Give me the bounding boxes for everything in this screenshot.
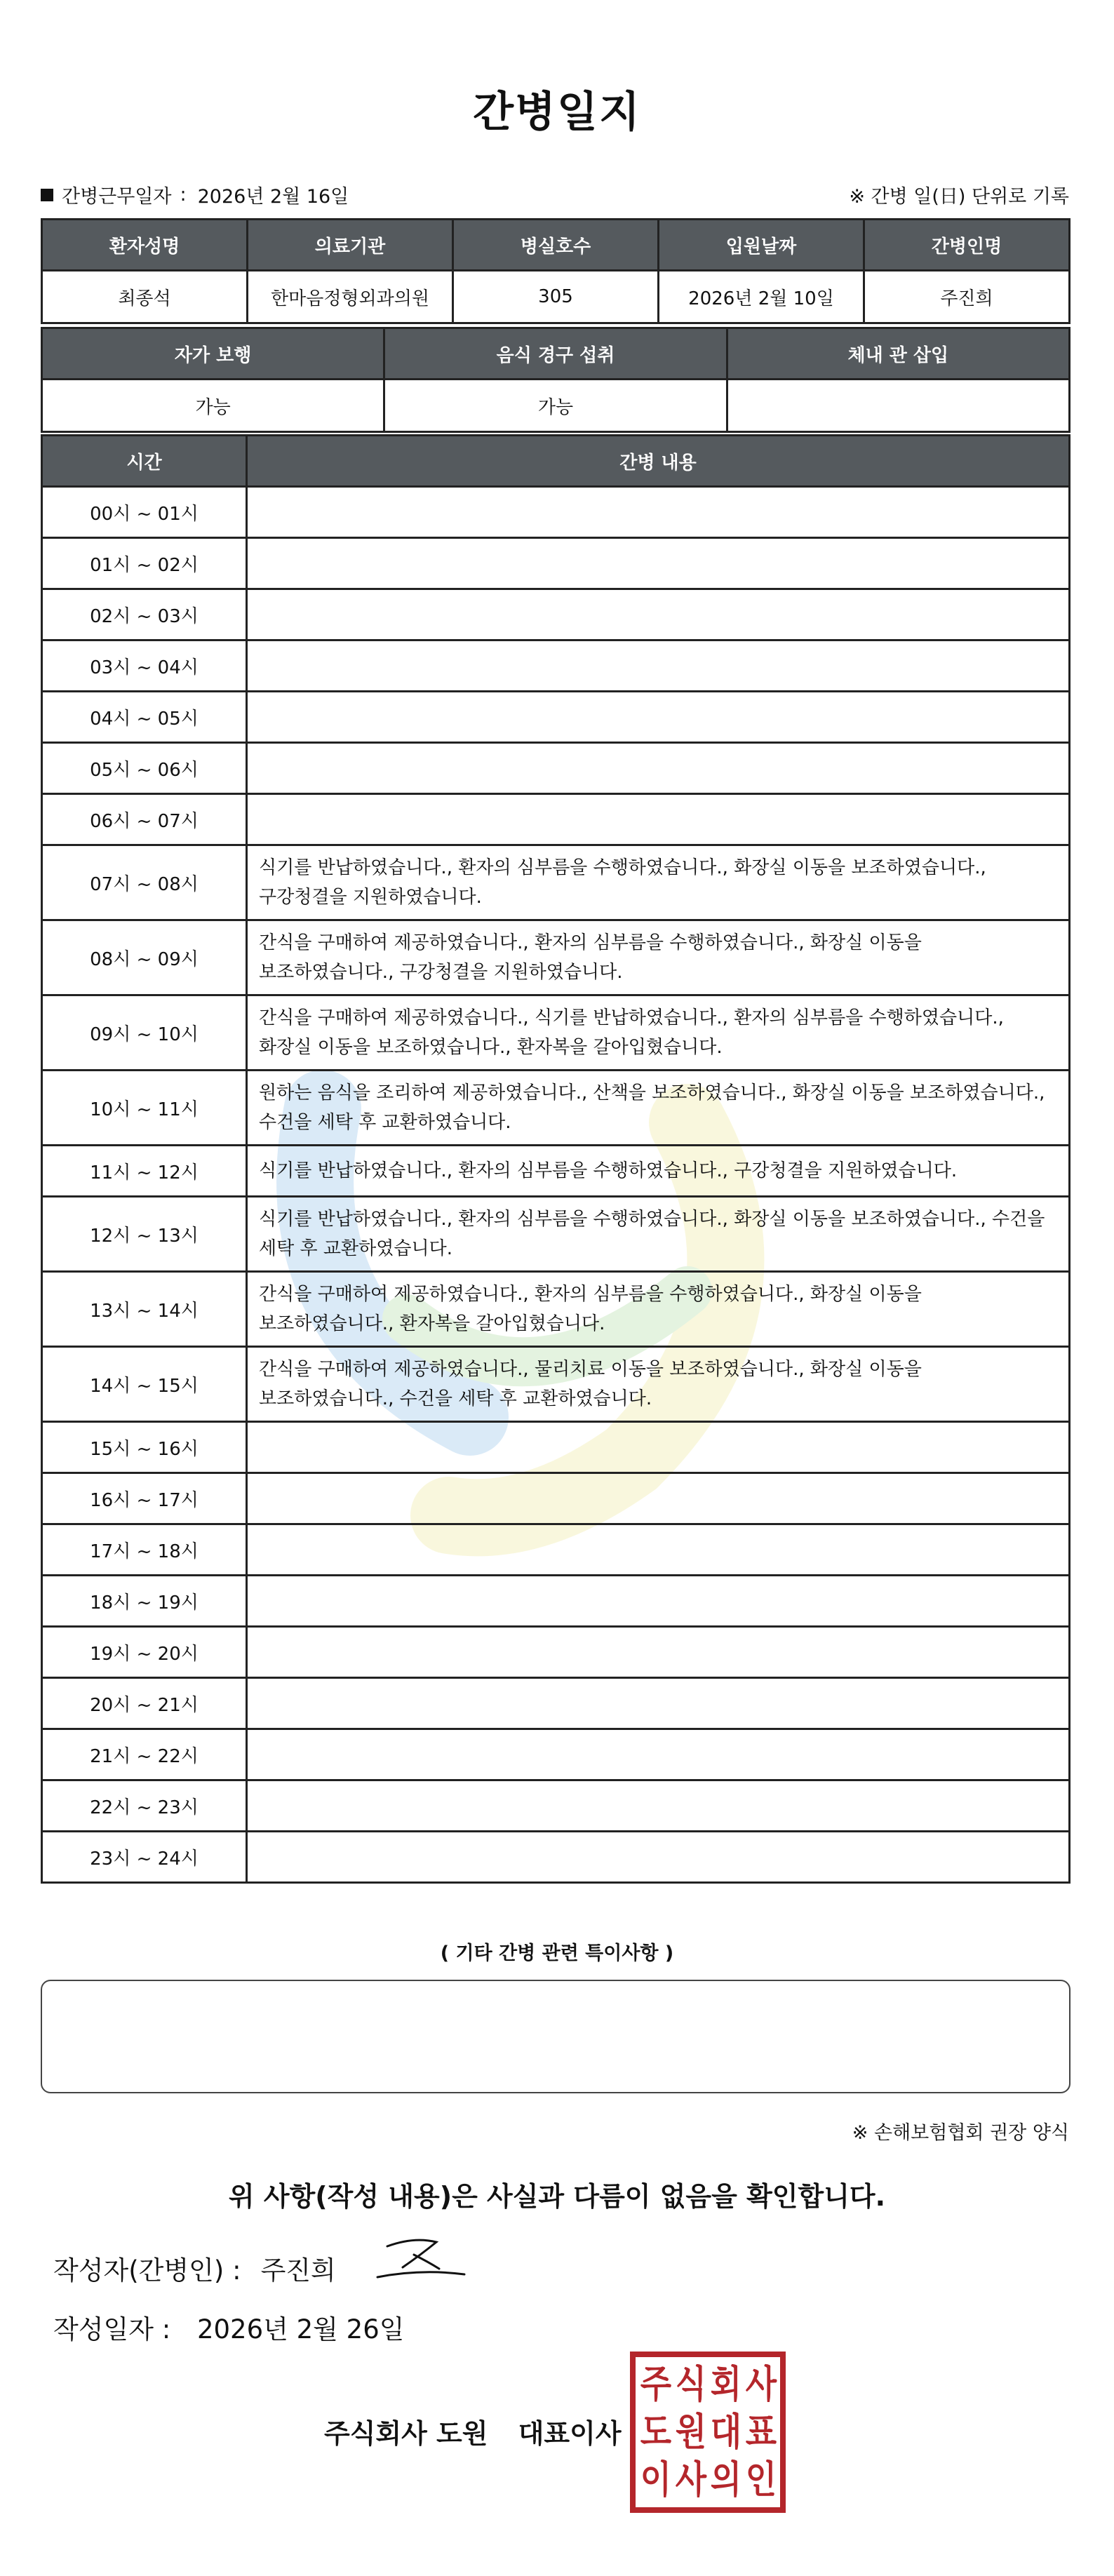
row-time: 17시 ~ 18시 [42, 1524, 247, 1576]
hourly-care-log-table [41, 434, 1071, 1884]
row-care-content [247, 1780, 1070, 1832]
row-time: 00시 ~ 01시 [42, 487, 247, 538]
row-care-content [247, 1524, 1070, 1576]
row-time: 19시 ~ 20시 [42, 1627, 247, 1678]
seal-character: 표 [745, 2410, 777, 2454]
seal-character: 대 [710, 2410, 742, 2454]
seal-character: 식 [675, 2362, 707, 2406]
row-time: 15시 ~ 16시 [42, 1422, 247, 1473]
table-row [42, 692, 1070, 743]
company-name: 주식회사 도원 [324, 2418, 488, 2449]
confirmation-statement: 위 사항(작성 내용)은 사실과 다름이 없음을 확인합니다. [228, 2181, 886, 2212]
row-care-content: 간식을 구매하여 제공하였습니다., 물리치료 이동을 보조하였습니다., 화장실 이동을 보조하였습니다., 수건을 세탁 후 교환하였습니다. [247, 1347, 1070, 1422]
header-caregiver: 간병인명 [864, 220, 1070, 271]
row-care-content: 식기를 반납하였습니다., 환자의 심부름을 수행하였습니다., 구강청결을 지원하였습니다. [247, 1146, 1070, 1197]
table-row [42, 920, 1070, 995]
row-care-content [247, 1627, 1070, 1678]
written-date-value: 2026년 2월 26일 [196, 2314, 405, 2344]
table-row [42, 1347, 1070, 1422]
row-time: 22시 ~ 23시 [42, 1780, 247, 1832]
row-time: 23시 ~ 24시 [42, 1832, 247, 1883]
table-row [42, 1729, 1070, 1780]
work-date-line [41, 181, 349, 208]
table-row [42, 1780, 1070, 1832]
row-time: 06시 ~ 07시 [42, 794, 247, 845]
header-oral-intake: 음식 경구 섭취 [384, 328, 727, 380]
row-care-content [247, 589, 1070, 640]
record-unit-note: ※ 간병 일(日) 단위로 기록 [849, 186, 1069, 208]
row-care-content [247, 1422, 1070, 1473]
writer-line [53, 2249, 336, 2287]
table-row [42, 640, 1070, 692]
table-row [42, 1473, 1070, 1524]
row-care-content: 식기를 반납하였습니다., 환자의 심부름을 수행하였습니다., 화장실 이동을 보조하였습니다., 수건을 세탁 후 교환하였습니다. [247, 1197, 1070, 1272]
row-care-content: 간식을 구매하여 제공하였습니다., 환자의 심부름을 수행하였습니다., 화장실 이동을 보조하였습니다., 구강청결을 지원하였습니다. [247, 920, 1070, 995]
table-row [42, 1832, 1070, 1883]
seal-character: 이 [640, 2457, 672, 2502]
seal-character: 도 [640, 2410, 672, 2454]
table-row [42, 1146, 1070, 1197]
row-care-content: 간식을 구매하여 제공하였습니다., 환자의 심부름을 수행하였습니다., 화장실 이동을 보조하였습니다., 환자복을 갈아입혔습니다. [247, 1272, 1070, 1347]
seal-character: 사 [745, 2362, 777, 2406]
row-care-content [247, 692, 1070, 743]
table-row [42, 794, 1070, 845]
work-date-label: 간병근무일자 [62, 186, 172, 208]
row-care-content: 식기를 반납하였습니다., 환자의 심부름을 수행하였습니다., 화장실 이동을 보조하였습니다., 구강청결을 지원하였습니다. [247, 845, 1070, 920]
header-room: 병실호수 [453, 220, 659, 271]
row-care-content [247, 1729, 1070, 1780]
caregiver-name: 주진희 [864, 271, 1070, 323]
admission-date: 2026년 2월 10일 [659, 271, 864, 323]
patient-ability-table [41, 327, 1071, 433]
row-time: 18시 ~ 19시 [42, 1576, 247, 1627]
log-rows [42, 487, 1070, 1883]
company-role: 대표이사 [518, 2418, 622, 2449]
row-time: 03시 ~ 04시 [42, 640, 247, 692]
seal-character: 주 [640, 2362, 672, 2406]
table-row [42, 1197, 1070, 1272]
header-tube-insertion: 체내 관 삽입 [727, 328, 1069, 380]
square-bullet-icon [41, 189, 53, 201]
row-time: 13시 ~ 14시 [42, 1272, 247, 1347]
row-time: 11시 ~ 12시 [42, 1146, 247, 1197]
row-care-content [247, 743, 1070, 794]
patient-info-table [41, 218, 1071, 324]
notes-box [41, 1980, 1071, 2093]
table-row [42, 743, 1070, 794]
writer-name: 주진희 [260, 2255, 336, 2286]
patient-name: 최종석 [42, 271, 248, 323]
signature-icon [372, 2231, 470, 2287]
work-date-separator: : [180, 184, 187, 206]
table-row [42, 1627, 1070, 1678]
seal-character: 의 [710, 2457, 742, 2502]
row-care-content [247, 538, 1070, 589]
row-care-content [247, 1678, 1070, 1729]
table-row [42, 1524, 1070, 1576]
page-title: 간병일지 [473, 88, 641, 137]
row-care-content [247, 794, 1070, 845]
table-row [42, 845, 1070, 920]
table-row [42, 1272, 1070, 1347]
table-row [42, 538, 1070, 589]
company-line [324, 2412, 622, 2450]
header-patient-name: 환자성명 [42, 220, 248, 271]
seal-character: 인 [745, 2457, 777, 2502]
seal-character: 사 [675, 2457, 707, 2502]
table-row [42, 1071, 1070, 1146]
row-time: 04시 ~ 05시 [42, 692, 247, 743]
row-time: 21시 ~ 22시 [42, 1729, 247, 1780]
row-time: 07시 ~ 08시 [42, 845, 247, 920]
table-row [42, 1576, 1070, 1627]
row-care-content: 간식을 구매하여 제공하였습니다., 식기를 반납하였습니다., 환자의 심부름을 수행하였습니다., 화장실 이동을 보조하였습니다., 환자복을 갈아입혔습니다. [247, 995, 1070, 1071]
row-time: 08시 ~ 09시 [42, 920, 247, 995]
row-care-content: 원하는 음식을 조리하여 제공하였습니다., 산책을 보조하였습니다., 화장실 이동을 보조하였습니다., 수건을 세탁 후 교환하였습니다. [247, 1071, 1070, 1146]
row-time: 12시 ~ 13시 [42, 1197, 247, 1272]
row-time: 05시 ~ 06시 [42, 743, 247, 794]
row-care-content [247, 487, 1070, 538]
work-date-value: 2026년 2월 16일 [197, 186, 349, 208]
oral-intake-value: 가능 [384, 380, 727, 432]
written-date-line [53, 2308, 405, 2346]
header-self-walking: 자가 보행 [42, 328, 384, 380]
header-care-content: 간병 내용 [247, 436, 1070, 487]
row-time: 09시 ~ 10시 [42, 995, 247, 1071]
seal-character: 회 [710, 2362, 742, 2406]
seal-character: 원 [675, 2410, 707, 2454]
row-time: 14시 ~ 15시 [42, 1347, 247, 1422]
table-row [42, 1678, 1070, 1729]
header-admission-date: 입원날짜 [659, 220, 864, 271]
row-time: 16시 ~ 17시 [42, 1473, 247, 1524]
table-row [42, 487, 1070, 538]
recommended-form-note: ※ 손해보험협회 권장 양식 [852, 2122, 1069, 2144]
row-time: 10시 ~ 11시 [42, 1071, 247, 1146]
header-time: 시간 [42, 436, 247, 487]
writer-label: 작성자(간병인) : [53, 2255, 241, 2286]
row-care-content [247, 1473, 1070, 1524]
row-time: 20시 ~ 21시 [42, 1678, 247, 1729]
table-row [42, 995, 1070, 1071]
table-row [42, 1422, 1070, 1473]
table-row [42, 589, 1070, 640]
row-time: 01시 ~ 02시 [42, 538, 247, 589]
notes-title: ( 기타 간병 관련 특이사항 ) [440, 1943, 674, 1964]
self-walking-value: 가능 [42, 380, 384, 432]
header-hospital: 의료기관 [248, 220, 453, 271]
row-care-content [247, 640, 1070, 692]
tube-insertion-value [727, 380, 1069, 432]
row-care-content [247, 1576, 1070, 1627]
written-date-label: 작성일자 : [53, 2314, 171, 2344]
company-seal-stamp [630, 2352, 786, 2513]
room-number: 305 [453, 271, 659, 323]
hospital-name: 한마음정형외과의원 [248, 271, 453, 323]
row-time: 02시 ~ 03시 [42, 589, 247, 640]
row-care-content [247, 1832, 1070, 1883]
